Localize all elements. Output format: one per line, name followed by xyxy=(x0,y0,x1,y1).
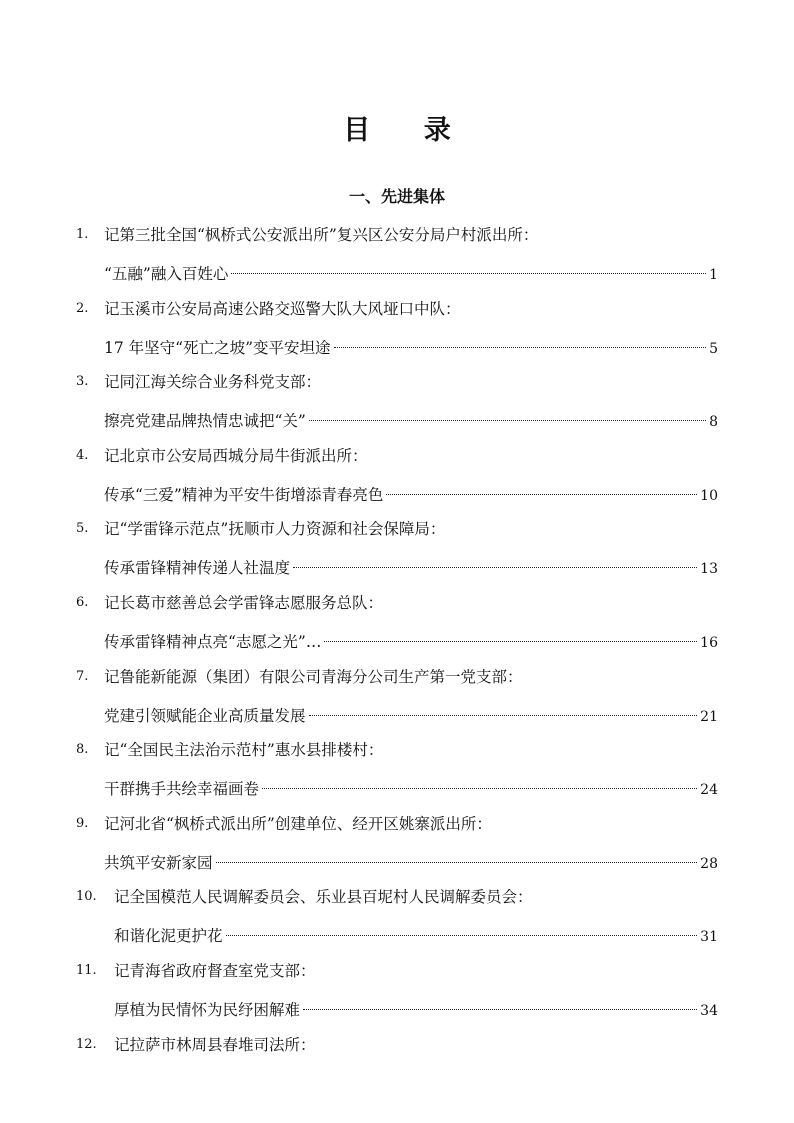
entry-subtitle: “五融”融入百姓心 xyxy=(104,265,229,283)
dot-leader xyxy=(293,567,697,568)
entry-toc-line[interactable] xyxy=(114,924,718,949)
entry-number: 4. xyxy=(76,447,89,463)
entry-subtitle: 共筑平安新家园 xyxy=(104,853,213,872)
entry-organization: 记青海省政府督查室党支部： xyxy=(114,962,316,980)
dot-leader xyxy=(231,273,706,274)
entry-number: 1. xyxy=(76,227,89,242)
entry-organization: 记“学雷锋示范点”抚顺市人力资源和社会保障局： xyxy=(104,520,446,539)
entry-number: 11. xyxy=(76,963,97,978)
dot-leader xyxy=(226,935,698,936)
entry-toc-line[interactable] xyxy=(104,851,718,876)
entry-organization: 记“全国民主法治示范村”惠水县排楼村： xyxy=(104,741,384,760)
entry-organization: 记拉萨市林周县春堆司法所： xyxy=(114,1035,316,1054)
entry-organization: 记玉溪市公安局高速公路交巡警大队大风垭口中队： xyxy=(104,299,461,318)
dot-leader xyxy=(324,641,697,642)
entry-toc-line[interactable] xyxy=(104,409,718,434)
entry-number: 2. xyxy=(76,300,89,316)
dot-leader xyxy=(309,420,706,421)
entry-subtitle: 擦亮党建品牌热情忠诚把“关” xyxy=(104,412,306,431)
entry-organization: 记第三批全国“枫桥式公安派出所”复兴区公安分局户村派出所： xyxy=(104,226,539,244)
entry-subtitle: 厚植为民情怀为民纾困解难 xyxy=(114,1001,301,1019)
entry-toc-line[interactable] xyxy=(104,483,718,508)
entry-toc-line[interactable] xyxy=(104,777,718,802)
entry-subtitle: 和谐化泥更护花 xyxy=(114,927,223,946)
entry-page-number: 10 xyxy=(700,487,718,504)
entry-number: 5. xyxy=(76,521,89,537)
entry-subtitle: 党建引领赋能企业高质量发展 xyxy=(104,706,306,725)
entry-toc-line[interactable] xyxy=(104,556,718,581)
entry-subtitle: 传承“三爱”精神为平安牛街增添青春亮色 xyxy=(104,485,384,504)
page-title: 目 录 xyxy=(343,115,473,146)
dot-leader xyxy=(303,1009,697,1010)
entry-page-number: 1 xyxy=(709,267,718,283)
section-heading: 一、先进集体 xyxy=(348,187,445,206)
entry-page-number: 31 xyxy=(700,929,718,946)
entry-organization: 记全国模范人民调解委员会、乐业县百坭村人民调解委员会： xyxy=(114,888,533,907)
entry-number: 8. xyxy=(76,742,89,758)
entry-page-number: 16 xyxy=(700,635,718,651)
dot-leader xyxy=(386,494,697,495)
entry-organization: 记北京市公安局西城分局牛街派出所： xyxy=(104,446,368,465)
dot-leader xyxy=(309,715,698,716)
entry-subtitle: 传承雷锋精神点亮“志愿之光”… xyxy=(104,633,322,651)
entry-number: 9. xyxy=(76,815,89,831)
entry-organization: 记长葛市慈善总会学雷锋志愿服务总队： xyxy=(104,594,384,612)
dot-leader xyxy=(262,788,697,789)
entry-subtitle: 17 年坚守“死亡之坡”变平安坦途 xyxy=(104,338,331,357)
entry-page-number: 34 xyxy=(700,1003,718,1019)
entry-page-number: 21 xyxy=(700,708,718,725)
entry-number: 10. xyxy=(76,889,97,905)
entry-toc-line[interactable] xyxy=(104,704,718,729)
entry-number: 6. xyxy=(76,595,89,610)
entry-subtitle: 传承雷锋精神传递人社温度 xyxy=(104,559,291,578)
entry-organization: 记鲁能新能源（集团）有限公司青海分公司生产第一党支部： xyxy=(104,667,523,686)
entry-organization: 记同江海关综合业务科党支部： xyxy=(104,373,322,392)
entry-organization: 记河北省“枫桥式派出所”创建单位、经开区姚寨派出所： xyxy=(104,814,492,833)
entry-subtitle: 干群携手共绘幸福画卷 xyxy=(104,780,260,799)
dot-leader xyxy=(216,862,698,863)
entry-page-number: 28 xyxy=(700,855,718,872)
entry-toc-line[interactable] xyxy=(114,998,718,1023)
entry-page-number: 8 xyxy=(709,414,718,431)
entry-number: 3. xyxy=(76,374,89,390)
entry-page-number: 24 xyxy=(700,782,718,799)
dot-leader xyxy=(334,347,707,348)
entry-number: 12. xyxy=(76,1036,97,1052)
entry-toc-line[interactable] xyxy=(104,262,718,287)
entry-page-number: 13 xyxy=(700,561,718,578)
entry-number: 7. xyxy=(76,668,89,684)
entry-toc-line[interactable] xyxy=(104,630,718,655)
entry-page-number: 5 xyxy=(709,340,718,357)
entry-toc-line[interactable] xyxy=(104,336,718,361)
